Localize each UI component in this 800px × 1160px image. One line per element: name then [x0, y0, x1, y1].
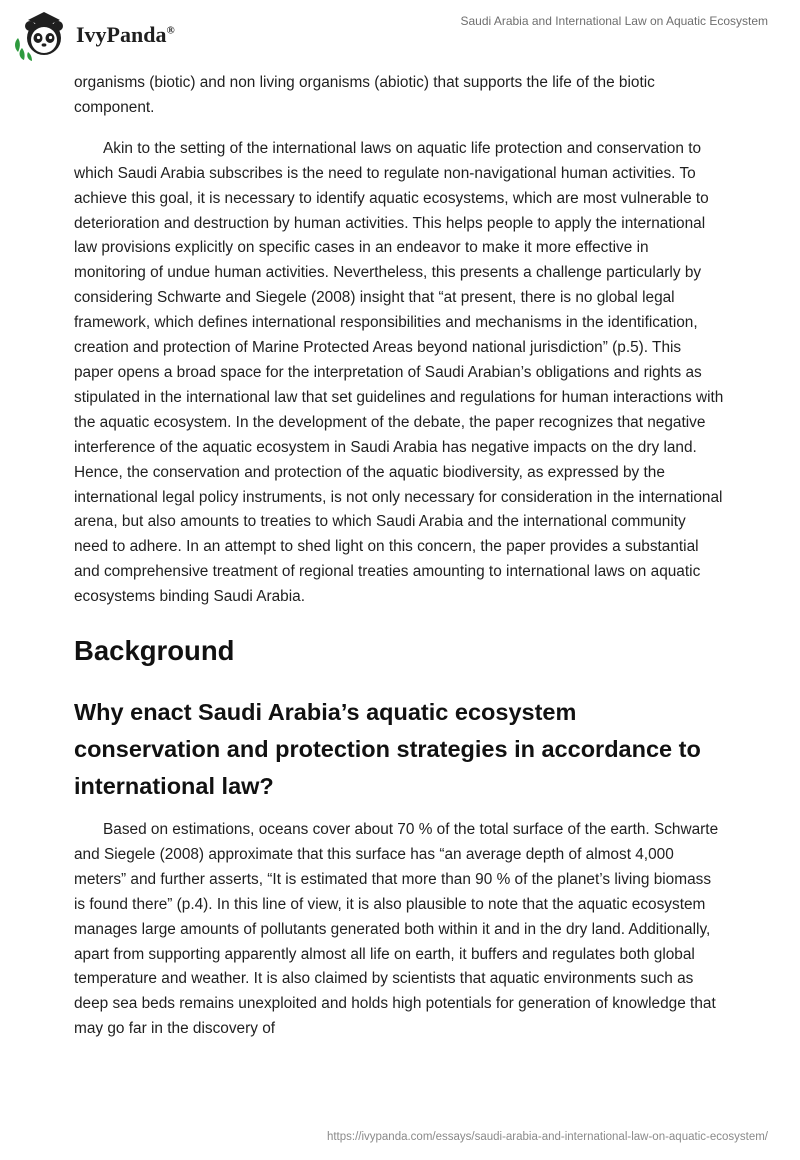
section-heading-background: Background	[74, 635, 235, 667]
panda-graduate-logo-icon	[12, 8, 76, 62]
footer-source-url[interactable]: https://ivypanda.com/essays/saudi-arabia-and-international-law-on-aquatic-ecosystem/	[326, 1131, 768, 1143]
brand-text: IvyPanda	[76, 22, 167, 47]
brand-name	[76, 22, 175, 48]
registered-mark: ®	[166, 24, 175, 37]
paragraph-estimations: Based on estimations, oceans cover about 70 % of the total surface of the earth. Schwarte and Siegele (2008) approximate that this surface has “an average depth of almost 4,000 meters” and further asserts, “It is estimated that more than 90 % of the planet’s living biomass is found there” (p.4). In this line of view, it is also plausible to note that the aquatic ecosystem manages large amounts of pollutants generated both within it and in the dry land. Additionally, apart from supporting apparently almost all life on earth, it buffers and regulates both global temperature and weather. It is also claimed by scientists that aquatic environments such as deep sea beds remains unexploited and holds high potentials for generation of knowledge that may go far in the discovery of	[74, 821, 719, 1038]
paragraph-continuation: organisms (biotic) and non living organisms (abiotic) that supports the life of the biotic component.	[74, 74, 655, 116]
subsection-heading-why-enact: Why enact Saudi Arabia’s aquatic ecosystem conservation and protection strategies in accordance to international law?	[74, 699, 701, 800]
ivypanda-logo[interactable]	[12, 8, 262, 62]
document-title: Saudi Arabia and International Law on Aquatic Ecosystem	[460, 14, 768, 28]
paragraph-akin: Akin to the setting of the international laws on aquatic life protection and conservation to which Saudi Arabia subscribes is the need to regulate non-navigational human activities. To achieve this goal, it is necessary to identify aquatic ecosystems, which are most vulnerable to deterioration and destruction by human activities. This helps people to apply the international law provisions explicitly on specific cases in an endeavor to make it more effective in monitoring of undue human activities. Nevertheless, this presents a challenge particularly by considering Schwarte and Siegele (2008) insight that “at present, there is no global legal framework, which defines international responsibilities and mechanisms in the identification, creation and protection of Marine Protected Areas beyond national jurisdiction” (p.5). This paper opens a broad space for the interpretation of Saudi Arabian’s obligations and rights as stipulated in the international law that set guidelines and regulations for human interactions with the aquatic ecosystem. In the development of the debate, the paper recognizes that negative interference of the aquatic ecosystem in Saudi Arabia has negative impacts on the dry land. Hence, the conservation and protection of the aquatic biodiversity, as expressed by the international legal policy instruments, is not only necessary for consideration in the international arena, but also amounts to treaties to which Saudi Arabia and the international community need to adhere. In an attempt to shed light on this concern, the paper provides a substantial and comprehensive treatment of regional treaties amounting to international laws on aquatic ecosystems binding Saudi Arabia.	[74, 139, 724, 606]
page-header	[0, 0, 800, 70]
essay-body	[74, 70, 724, 1042]
